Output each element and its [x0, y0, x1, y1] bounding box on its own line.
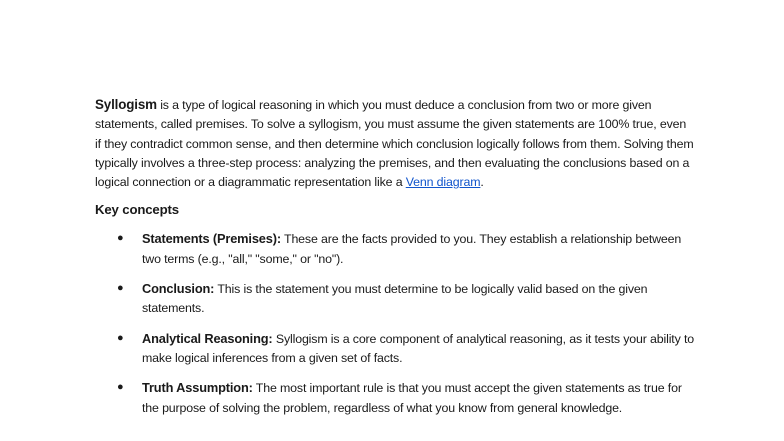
- concept-text: These are the facts provided to you. They establish a relationship between two terms (e.g., "all," "some," or "no").: [142, 232, 682, 266]
- list-item: [95, 329, 695, 369]
- concept-text: This is the statement you must determine to be logically valid based on the given statements.: [142, 282, 648, 316]
- key-concepts-list: [95, 229, 695, 417]
- intro-term: Syllogism: [95, 97, 157, 112]
- venn-diagram-link[interactable]: Venn diagram: [405, 175, 481, 190]
- list-item: [95, 279, 695, 319]
- concept-term: Truth Assumption:: [142, 380, 253, 396]
- concept-text: Syllogism is a core component of analytical reasoning, as it tests your ability to make logical inferences from a given set of facts.: [142, 331, 694, 365]
- intro-text: is a type of logical reasoning in which you must deduce a conclusion from two or more given statements, called premises. To solve a syllogism, you must assume the given statements are 100% true, even if they contradict common sense, and then determine which conclusion logically follows from them. Solving them typically involves a three-step process: analyzing the premises, and then evaluating the conclusions based on a logical connection or a diagrammatic representation like a: [95, 98, 694, 190]
- key-concepts-heading: Key concepts: [95, 202, 179, 218]
- document-body: [95, 95, 695, 428]
- list-item: [95, 229, 695, 269]
- bullet-icon: ●: [117, 381, 124, 394]
- bullet-icon: ●: [117, 232, 124, 245]
- list-item: [95, 378, 695, 418]
- concept-term: Statements (Premises):: [142, 231, 281, 247]
- bullet-icon: ●: [117, 282, 124, 295]
- bullet-icon: ●: [117, 331, 124, 344]
- intro-text-end: .: [480, 175, 484, 190]
- concept-text: The most important rule is that you must accept the given statements as true for the purpose of solving the problem, regardless of what you know from general knowledge.: [142, 381, 682, 415]
- concept-term: Conclusion:: [142, 281, 215, 297]
- intro-paragraph: [95, 95, 695, 192]
- concept-term: Analytical Reasoning:: [142, 330, 273, 346]
